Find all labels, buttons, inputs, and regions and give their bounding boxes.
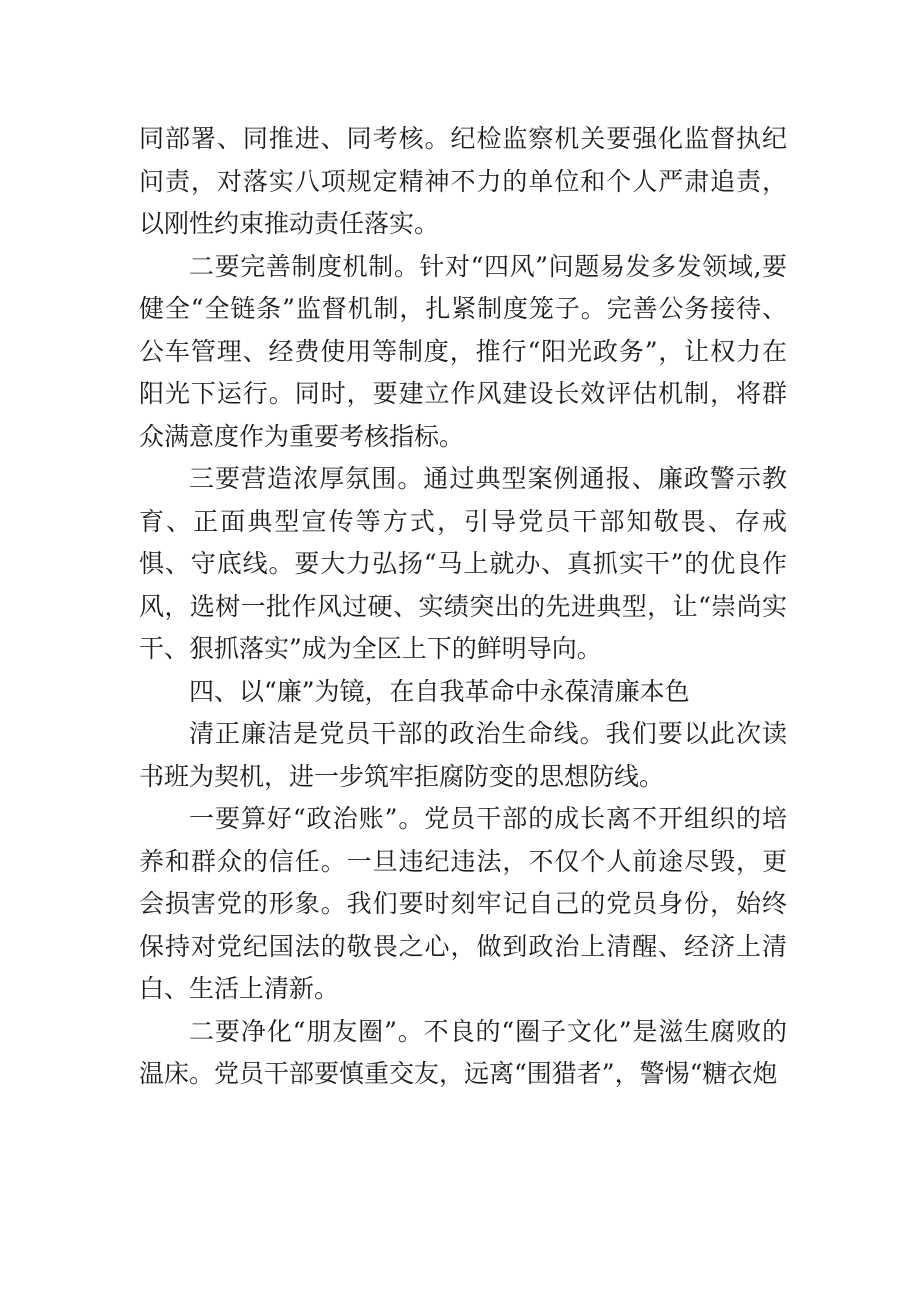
paragraph-accountability: 同部署、同推进、同考核。纪检监察机关要强化监督执纪问责，对落实八项规定精神不力的单位和个人严肃追责，以刚性约束推动责任落实。 bbox=[139, 124, 787, 238]
paragraph-political-account: 一要算好“政治账”。党员干部的成长离不开组织的培养和群众的信任。一旦违纪违法，不仅个人前途尽毁，更会损害党的形象。我们要时刻牢记自己的党员身份，始终保持对党纪国法的敬畏之心，做到政治上清醒、经济上清白、生活上清新。 bbox=[139, 804, 787, 1003]
paragraph-friend-circle: 二要净化“朋友圈”。不良的“圈子文化”是滋生腐败的温床。党员干部要慎重交友，远离“围猎者”，警惕“糖衣炮 bbox=[139, 1016, 787, 1088]
paragraph-integrity-lifeline: 清正廉洁是党员干部的政治生命线。我们要以此次读书班为契机，进一步筑牢拒腐防变的思想防线。 bbox=[139, 719, 787, 791]
section-heading-integrity: 四、以“廉”为镜，在自我革命中永葆清廉本色 bbox=[189, 676, 690, 706]
document-body bbox=[139, 118, 787, 1096]
paragraph-institutional-mechanisms: 二要完善制度机制。针对“四风”问题易发多发领域,要健全“全链条”监督机制，扎紧制度笼子。完善公务接待、公车管理、经费使用等制度，推行“阳光政务”，让权力在阳光下运行。同时，要建立作风建设长效评估机制，将群众满意度作为重要考核指标。 bbox=[139, 251, 787, 451]
paragraph-atmosphere: 三要营造浓厚氛围。通过典型案例通报、廉政警示教育、正面典型宣传等方式，引导党员干部知敬畏、存戒惧、守底线。要大力弘扬“马上就办、真抓实干”的优良作风，选树一批作风过硬、实绩突出的先进典型，让“崇尚实干、狠抓落实”成为全区上下的鲜明导向。 bbox=[139, 464, 787, 663]
